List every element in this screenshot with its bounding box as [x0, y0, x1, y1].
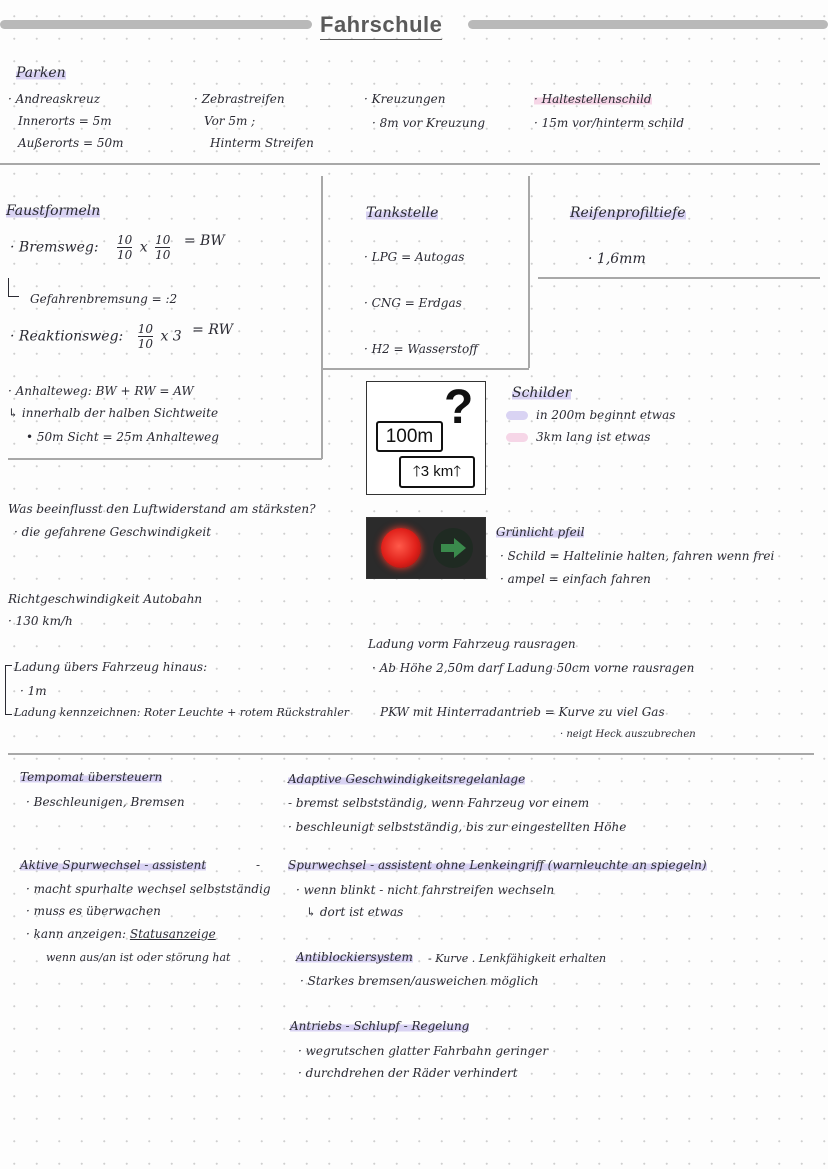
- divider-v-1: [321, 176, 323, 459]
- asr-heading: Antriebs - Schlupf - Regelung: [290, 1019, 470, 1033]
- richtgeschwindigkeit-value: · 130 km/h: [8, 614, 73, 628]
- acc-line1: - bremst selbstständig, wenn Fahrzeug vor einem: [288, 796, 590, 810]
- ladung-vorne-heading: Ladung vorm Fahrzeug rausragen: [368, 637, 576, 651]
- luftwiderstand-answer: · die gefahrene Geschwindigkeit: [14, 525, 212, 539]
- page-title: Fahrschule: [320, 12, 442, 40]
- bremsweg-formula: · Bremsweg: $\frac{10}{10}$ x $\frac{10}{10}$ = BW: [10, 233, 225, 262]
- acc-heading: Adaptive Geschwindigkeitsregelanlage: [288, 772, 526, 786]
- gruenpfeil-heading: Grünlicht pfeil: [496, 525, 585, 539]
- aktiv-line4: wenn aus/an ist oder störung hat: [46, 951, 231, 964]
- ladung-hinten-value: · 1m: [20, 684, 47, 698]
- abs-line1: · Starkes bremsen/ausweichen möglich: [300, 974, 539, 988]
- acc-line2: · beschleunigt selbstständig, bis zur eingestellten Höhe: [288, 820, 627, 834]
- schilder-heading: Schilder: [512, 385, 572, 401]
- sign-distance-plate: 100m: [376, 421, 443, 452]
- kreuzungen-label: · Kreuzungen: [364, 92, 446, 106]
- tankstelle-cng: · CNG = Erdgas: [364, 296, 462, 310]
- divider-v-2: [528, 176, 530, 368]
- reaktionsweg-formula: · Reaktionsweg: $\frac{10}{10}$ x 3 = RW: [10, 322, 233, 351]
- tankstelle-h2: · H2 = Wasserstoff: [364, 342, 478, 356]
- zebrastreifen-hinter: Hinterm Streifen: [210, 136, 314, 150]
- abs-heading: Antiblockiersystem: [296, 950, 413, 964]
- gruenpfeil-ampel: · ampel = einfach fahren: [500, 572, 651, 586]
- title-bar-left: [0, 20, 312, 29]
- zebrastreifen-vor: Vor 5m ;: [204, 114, 256, 128]
- ladung-bracket: [5, 665, 12, 715]
- traffic-light-image: [366, 517, 486, 579]
- andreaskreuz-ausserorts: Außerorts = 50m: [18, 136, 124, 150]
- arrow-up-icon: 🡑: [412, 463, 421, 480]
- tankstelle-heading: Tankstelle: [366, 205, 439, 221]
- title-bar-right: [468, 20, 828, 29]
- asr-line2: · durchdrehen der Räder verhindert: [298, 1066, 518, 1080]
- aktiv-line1: · macht spurhalte wechsel selbstständig: [26, 882, 271, 896]
- schilder-purple: in 200m beginnt etwas: [506, 408, 675, 422]
- spurwechsel-line2: ↳ dort ist etwas: [306, 905, 404, 919]
- anhalteweg: · Anhalteweg: BW + RW = AW: [8, 384, 194, 398]
- aktiv-dash: -: [256, 858, 261, 872]
- sign-length-plate: 🡑3 km🡑: [399, 456, 475, 488]
- haltestellenschild-line: · 15m vor/hinterm schild: [534, 116, 684, 130]
- sicht-line: • 50m Sicht = 25m Anhalteweg: [26, 430, 219, 444]
- purple-legend-swatch: [506, 411, 528, 420]
- ladung-hinten-heading: Ladung übers Fahrzeug hinaus:: [14, 660, 208, 674]
- spurwechsel-line1: · wenn blinkt - nicht fahrstreifen wechseln: [296, 883, 555, 897]
- divider-reifen-bottom: [538, 277, 820, 279]
- divider-faust-bottom: [8, 458, 322, 460]
- gefahren-bracket: [8, 278, 19, 297]
- faustformeln-heading: Faustformeln: [6, 203, 101, 219]
- pink-legend-swatch: [506, 433, 528, 442]
- reifen-value: · 1,6mm: [588, 251, 646, 267]
- tankstelle-lpg: · LPG = Autogas: [364, 250, 465, 264]
- asr-line1: · wegrutschen glatter Fahrbahn geringer: [298, 1044, 549, 1058]
- pkw-line2: · neigt Heck auszubrechen: [560, 729, 696, 740]
- ladung-hinten-kennzeichen: Ladung kennzeichnen: Roter Leuchte + rotem Rückstrahler: [14, 706, 349, 719]
- spurwechsel-heading: Spurwechsel - assistent ohne Lenkeingriff (warnleuchte an spiegeln): [288, 858, 707, 872]
- divider-tank-bottom: [322, 368, 529, 370]
- abs-after: - Kurve . Lenkfähigkeit erhalten: [428, 952, 607, 965]
- zebrastreifen-label: · Zebrastreifen: [194, 92, 285, 106]
- gefahrenbremsung: Gefahrenbremsung = :2: [30, 292, 178, 306]
- divider-2: [8, 753, 814, 755]
- innerhalb-line: ↳ innerhalb der halben Sichtweite: [8, 406, 219, 420]
- divider-1: [0, 163, 820, 165]
- arrow-up-icon: 🡑: [453, 463, 462, 480]
- schilder-pink: 3km lang ist etwas: [506, 430, 650, 444]
- luftwiderstand-question: Was beeinflusst den Luftwiderstand am stärksten?: [8, 502, 316, 516]
- question-mark-icon: ?: [444, 381, 474, 434]
- reifen-heading: Reifenprofiltiefe: [570, 205, 686, 221]
- aktiv-heading: Aktive Spurwechsel - assistent: [20, 858, 207, 872]
- sign-image: [366, 381, 486, 495]
- aktiv-line2: · muss es überwachen: [26, 904, 161, 918]
- andreaskreuz-label: · Andreaskreuz: [8, 92, 101, 106]
- tempomat-heading: Tempomat übersteuern: [20, 770, 163, 784]
- andreaskreuz-innerorts: Innerorts = 5m: [18, 114, 112, 128]
- aktiv-line3: · kann anzeigen: Statusanzeige: [26, 927, 216, 941]
- gruenpfeil-schild: · Schild = Haltelinie halten, fahren wenn frei: [500, 549, 775, 563]
- ladung-vorne-line: · Ab Höhe 2,50m darf Ladung 50cm vorne rausragen: [372, 661, 695, 675]
- richtgeschwindigkeit-heading: Richtgeschwindigkeit Autobahn: [8, 592, 203, 606]
- tempomat-line: · Beschleunigen, Bremsen: [26, 795, 185, 809]
- pkw-line1: PKW mit Hinterradantrieb = Kurve zu viel Gas: [380, 705, 665, 719]
- red-light-icon: [381, 528, 421, 568]
- kreuzungen-line: · 8m vor Kreuzung: [372, 116, 486, 130]
- parken-heading: Parken: [16, 65, 66, 81]
- green-arrow-icon: [433, 528, 473, 568]
- haltestellenschild-label: · Haltestellenschild: [534, 92, 652, 106]
